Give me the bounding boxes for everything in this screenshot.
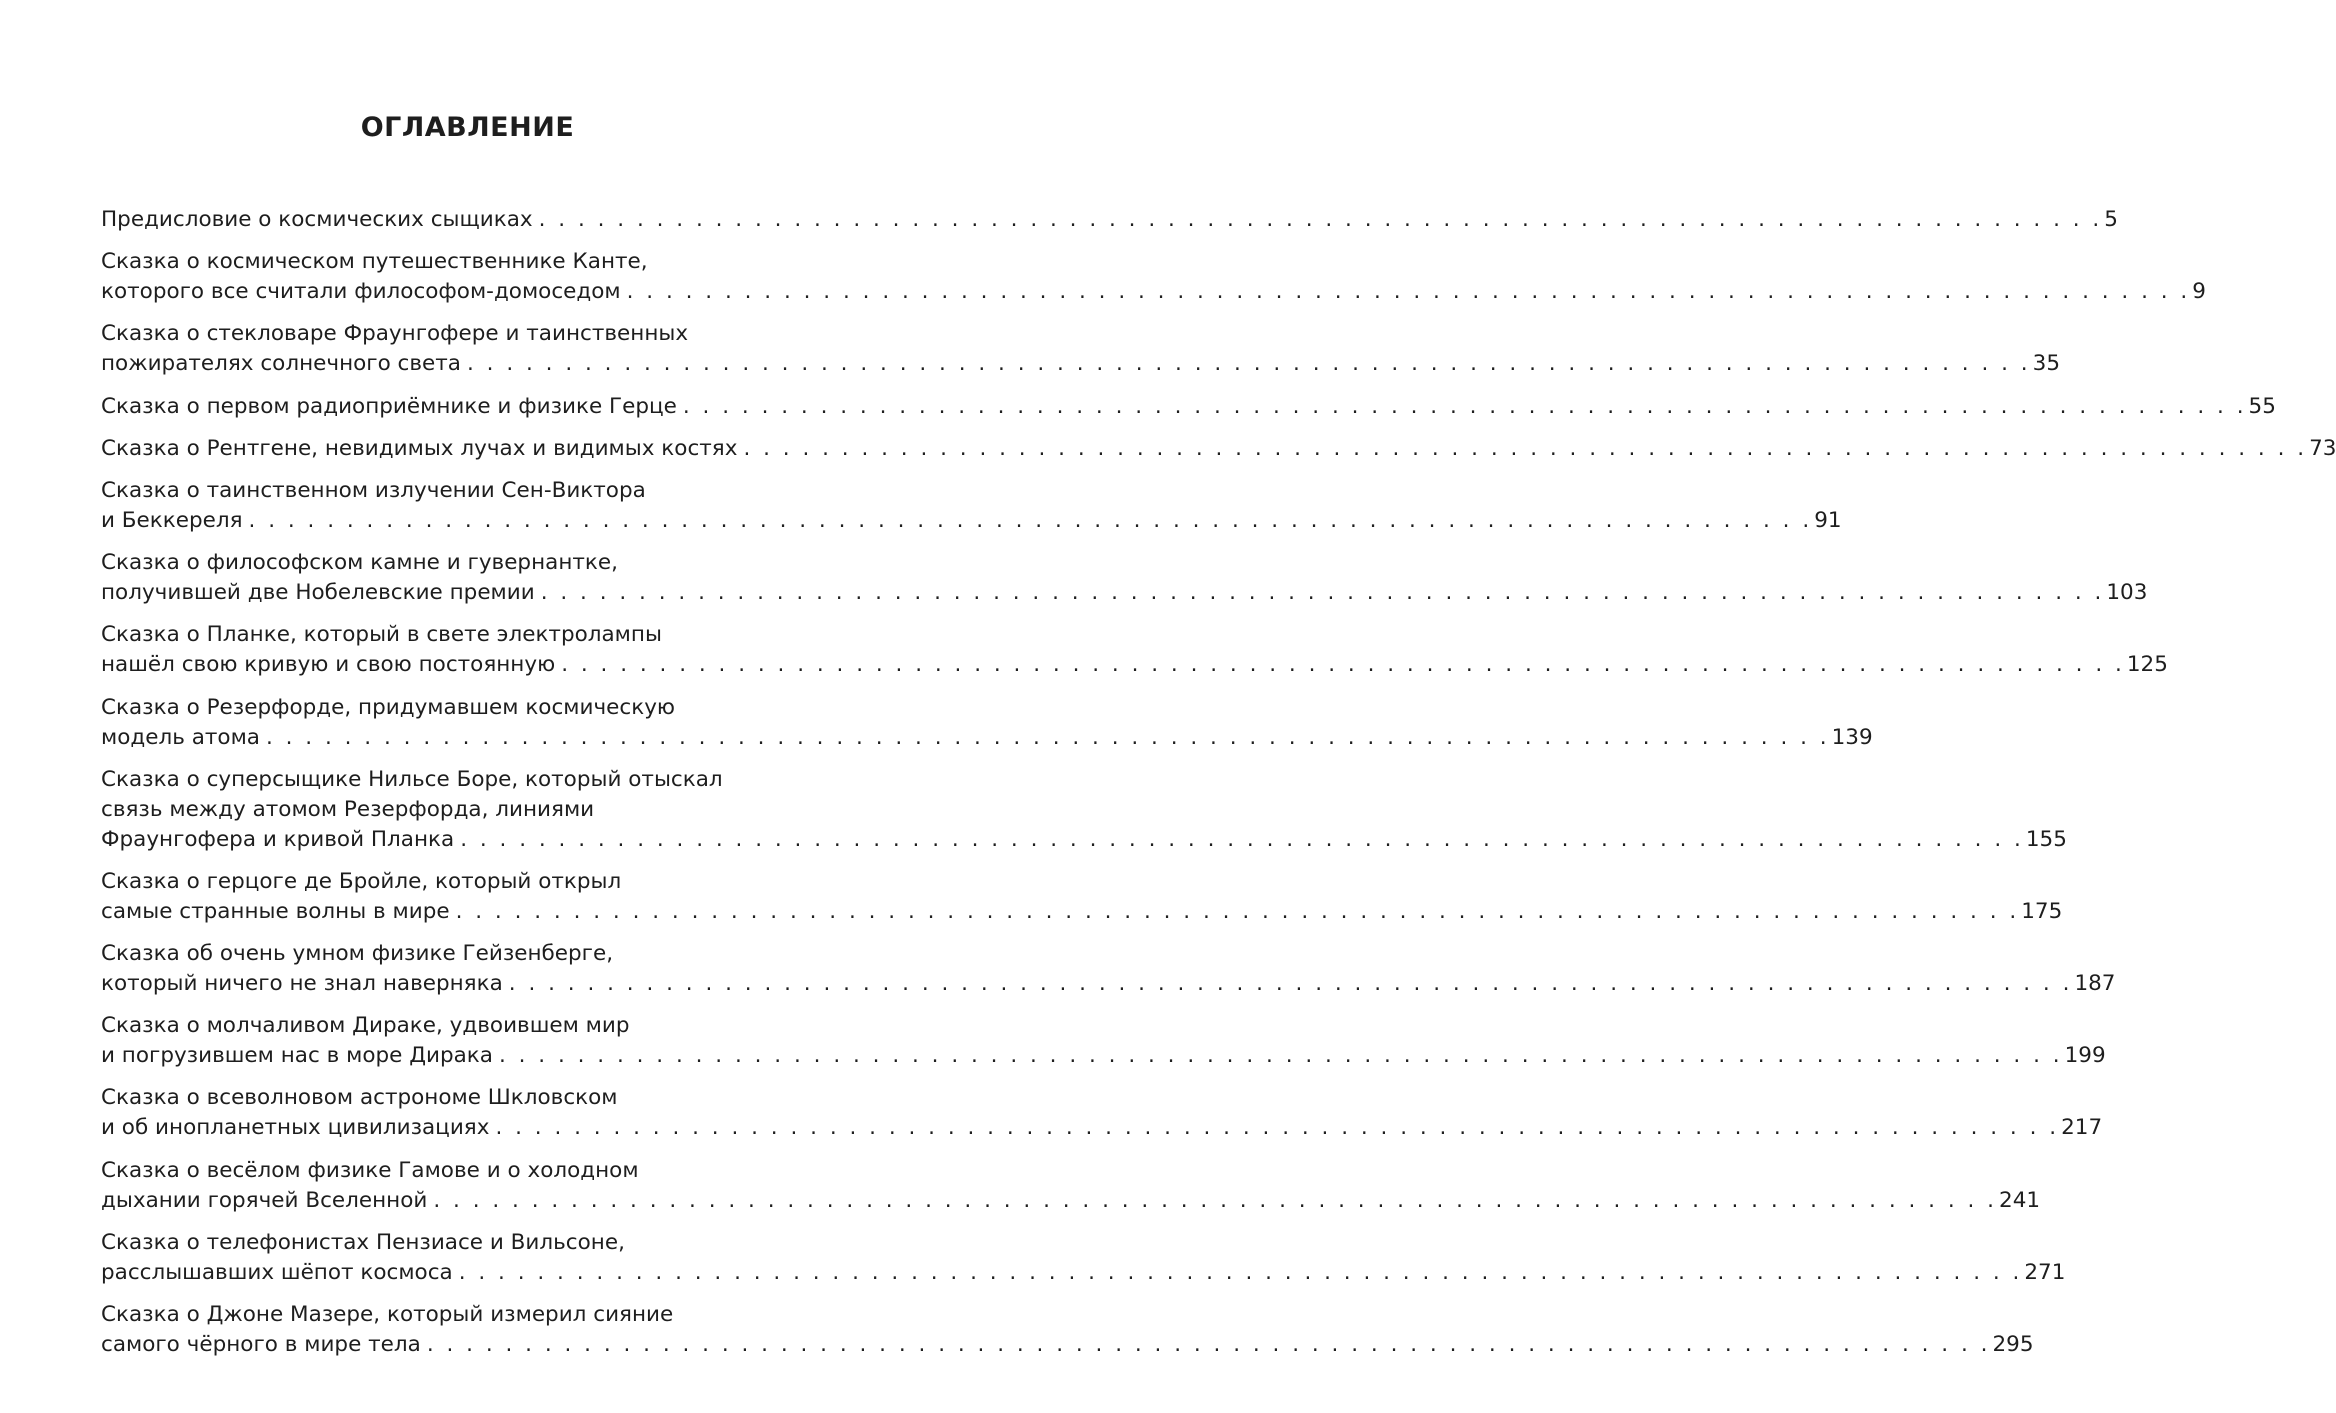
toc-entry-title-line: самые странные волны в мире bbox=[101, 898, 450, 924]
toc-entry-last-line bbox=[101, 506, 1842, 536]
toc-page-number: 125 bbox=[2126, 652, 2168, 678]
toc-entry bbox=[101, 1011, 2106, 1071]
dot-leader: . . . . . . . . . . . . . . . . . . . . . . . . . . . . . . . . . . . . . . . . . . . . . . . . . . . . . . . . . . . . . . . . . . . . . . . . . . . . . . . . bbox=[626, 279, 2191, 305]
toc-entry-last-line bbox=[101, 578, 2148, 608]
toc-entry-title-line: Сказка о Рентгене, невидимых лучах и видимых костях bbox=[101, 435, 738, 461]
toc-page-number: 187 bbox=[2074, 971, 2116, 997]
toc-entry-title-line: связь между атомом Резерфорда, линиями bbox=[101, 796, 595, 822]
toc-entry-title-line: расслышавших шёпот космоса bbox=[101, 1259, 453, 1285]
toc-page-number: 241 bbox=[1999, 1187, 2041, 1213]
dot-leader: . . . . . . . . . . . . . . . . . . . . . . . . . . . . . . . . . . . . . . . . . . . . . . . . . . . . . . . . . . . . . . . . . . . . . . . . . . . . . . . . bbox=[743, 435, 2308, 461]
toc-entry-last-line bbox=[101, 650, 2168, 680]
toc-entry-title-line: Сказка о всеволновом астрономе Шкловском bbox=[101, 1085, 618, 1111]
toc-entry-title-line: пожирателях солнечного света bbox=[101, 351, 461, 377]
toc-page-number: 5 bbox=[2104, 207, 2118, 232]
dot-leader: . . . . . . . . . . . . . . . . . . . . . . . . . . . . . . . . . . . . . . . . . . . . . . . . . . . . . . . . . . . . . . . . . . . . . . . . . . . . . . . . bbox=[248, 507, 1813, 533]
toc-entry-last-line bbox=[101, 392, 2276, 422]
toc-entry-title-line: Сказка о суперсыщике Нильсе Боре, который отыскал bbox=[101, 766, 723, 792]
toc-entry-last-line bbox=[101, 349, 2060, 379]
toc-entry-title-line: Сказка о таинственном излучении Сен-Виктора bbox=[101, 477, 646, 503]
dot-leader: . . . . . . . . . . . . . . . . . . . . . . . . . . . . . . . . . . . . . . . . . . . . . . . . . . . . . . . . . . . . . . . . . . . . . . . . . . . . . . . . bbox=[540, 580, 2105, 606]
toc-entry-title-line: самого чёрного в мире тела bbox=[101, 1332, 421, 1357]
toc-entry bbox=[101, 319, 2060, 379]
toc-page-number: 139 bbox=[1831, 724, 1873, 750]
toc-entry-last-line bbox=[101, 825, 2067, 855]
toc-entry-title-line: Сказка о телефонистах Пензиасе и Вильсоне, bbox=[101, 1229, 625, 1255]
toc-entry-title-line: который ничего не знал наверняка bbox=[101, 971, 503, 997]
toc-entry-last-line bbox=[101, 723, 1873, 753]
toc-entry-title-line: Сказка о первом радиоприёмнике и физике Герце bbox=[101, 393, 677, 419]
toc-page-number: 155 bbox=[2025, 826, 2067, 852]
toc-page-number: 199 bbox=[2064, 1043, 2106, 1069]
toc-entry-title-line: Сказка о космическом путешественнике Канте, bbox=[101, 249, 648, 275]
toc-entry-title-line: Сказка об очень умном физике Гейзенберге, bbox=[101, 941, 614, 967]
dot-leader: . . . . . . . . . . . . . . . . . . . . . . . . . . . . . . . . . . . . . . . . . . . . . . . . . . . . . . . . . . . . . . . . . . . . . . . . . . . . . . . . bbox=[561, 652, 2125, 678]
toc-entry bbox=[101, 1156, 2041, 1216]
toc-entry-last-line bbox=[101, 969, 2116, 999]
toc-page-number: 35 bbox=[2032, 351, 2060, 377]
toc-entry-last-line bbox=[101, 1186, 2041, 1216]
toc-entry-last-line bbox=[101, 1330, 2034, 1360]
toc-entry bbox=[101, 205, 2118, 235]
toc-entry-last-line bbox=[101, 897, 2063, 927]
toc-entry-last-line bbox=[101, 434, 2336, 464]
toc-entry-title-line: Фраунгофера и кривой Планка bbox=[101, 826, 455, 852]
toc-entry-title-line: Сказка о философском камне и гувернантке, bbox=[101, 550, 618, 576]
toc-entry bbox=[101, 434, 2336, 464]
toc-entry-title-line: Сказка о весёлом физике Гамове и о холодном bbox=[101, 1157, 639, 1183]
toc-entry-title-line: Сказка о Джоне Мазере, который измерил сияние bbox=[101, 1302, 674, 1327]
toc-entry-title-line: Сказка о Резерфорде, придумавшем космическую bbox=[101, 694, 676, 720]
dot-leader: . . . . . . . . . . . . . . . . . . . . . . . . . . . . . . . . . . . . . . . . . . . . . . . . . . . . . . . . . . . . . . . . . . . . . . . . . . . . . . . . bbox=[495, 1115, 2060, 1141]
toc-entry-title-line: и погрузившем нас в море Дирака bbox=[101, 1043, 493, 1069]
toc-page-number: 91 bbox=[1814, 507, 1842, 533]
table-of-contents bbox=[101, 205, 2336, 1372]
toc-entry-title-line: и об инопланетных цивилизациях bbox=[101, 1115, 490, 1141]
dot-leader: . . . . . . . . . . . . . . . . . . . . . . . . . . . . . . . . . . . . . . . . . . . . . . . . . . . . . . . . . . . . . . . . . . . . . . . . . . . . . . . . bbox=[265, 724, 1830, 750]
toc-entry-title-line: Предисловие о космических сыщиках bbox=[101, 207, 533, 232]
dot-leader: . . . . . . . . . . . . . . . . . . . . . . . . . . . . . . . . . . . . . . . . . . . . . . . . . . . . . . . . . . . . . . . . . . . . . . . . . . . . . . . . bbox=[458, 1259, 2023, 1285]
toc-entry-title-line: Сказка о стекловаре Фраунгофере и таинственных bbox=[101, 321, 689, 347]
toc-entry-last-line bbox=[101, 1041, 2106, 1071]
toc-entry bbox=[101, 247, 2206, 307]
toc-entry-last-line bbox=[101, 1113, 2103, 1143]
toc-entry bbox=[101, 939, 2116, 999]
toc-page-number: 73 bbox=[2309, 435, 2336, 461]
toc-entry bbox=[101, 548, 2148, 608]
dot-leader: . . . . . . . . . . . . . . . . . . . . . . . . . . . . . . . . . . . . . . . . . . . . . . . . . . . . . . . . . . . . . . . . . . . . . . . . . . . . . . . . bbox=[538, 207, 2103, 232]
toc-page-number: 9 bbox=[2192, 279, 2206, 305]
dot-leader: . . . . . . . . . . . . . . . . . . . . . . . . . . . . . . . . . . . . . . . . . . . . . . . . . . . . . . . . . . . . . . . . . . . . . . . . . . . . . . . . bbox=[508, 971, 2073, 997]
toc-page-number: 103 bbox=[2106, 580, 2148, 606]
toc-entry bbox=[101, 693, 1873, 753]
page-title: ОГЛАВЛЕНИЕ bbox=[360, 112, 575, 143]
toc-entry-title-line: которого все считали философом-домоседом bbox=[101, 279, 621, 305]
dot-leader: . . . . . . . . . . . . . . . . . . . . . . . . . . . . . . . . . . . . . . . . . . . . . . . . . . . . . . . . . . . . . . . . . . . . . . . . . . . . . . . . bbox=[498, 1043, 2063, 1069]
toc-entry-title-line: Сказка о молчаливом Дираке, удвоившем мир bbox=[101, 1013, 630, 1039]
toc-entry-title-line: нашёл свою кривую и свою постоянную bbox=[101, 652, 556, 678]
toc-page-number: 175 bbox=[2021, 898, 2063, 924]
toc-page-number: 217 bbox=[2061, 1115, 2103, 1141]
toc-entry-title-line: и Беккереля bbox=[101, 507, 243, 533]
toc-entry-title-line: Сказка о Планке, который в свете электролампы bbox=[101, 622, 662, 648]
dot-leader: . . . . . . . . . . . . . . . . . . . . . . . . . . . . . . . . . . . . . . . . . . . . . . . . . . . . . . . . . . . . . . . . . . . . . . . . . . . . . . . . bbox=[455, 898, 2020, 924]
toc-entry bbox=[101, 1300, 2034, 1360]
toc-entry bbox=[101, 620, 2168, 680]
toc-page-number: 55 bbox=[2248, 393, 2276, 419]
toc-page-number: 295 bbox=[1992, 1332, 2034, 1357]
toc-entry bbox=[101, 765, 2067, 855]
dot-leader: . . . . . . . . . . . . . . . . . . . . . . . . . . . . . . . . . . . . . . . . . . . . . . . . . . . . . . . . . . . . . . . . . . . . . . . . . . . . . . . . bbox=[460, 826, 2024, 852]
toc-entry bbox=[101, 867, 2063, 927]
toc-entry bbox=[101, 1228, 2066, 1288]
toc-entry-last-line bbox=[101, 277, 2206, 307]
toc-entry-last-line bbox=[101, 205, 2118, 235]
dot-leader: . . . . . . . . . . . . . . . . . . . . . . . . . . . . . . . . . . . . . . . . . . . . . . . . . . . . . . . . . . . . . . . . . . . . . . . . . . . . . . . . bbox=[682, 393, 2247, 419]
dot-leader: . . . . . . . . . . . . . . . . . . . . . . . . . . . . . . . . . . . . . . . . . . . . . . . . . . . . . . . . . . . . . . . . . . . . . . . . . . . . . . . . bbox=[426, 1332, 1991, 1357]
toc-entry bbox=[101, 392, 2276, 422]
toc-entry-title-line: дыхании горячей Вселенной bbox=[101, 1187, 428, 1213]
toc-page-number: 271 bbox=[2024, 1259, 2066, 1285]
dot-leader: . . . . . . . . . . . . . . . . . . . . . . . . . . . . . . . . . . . . . . . . . . . . . . . . . . . . . . . . . . . . . . . . . . . . . . . . . . . . . . . . bbox=[466, 351, 2031, 377]
toc-entry-last-line bbox=[101, 1258, 2066, 1288]
toc-entry bbox=[101, 1083, 2103, 1143]
toc-entry-title-line: получившей две Нобелевские премии bbox=[101, 580, 535, 606]
toc-entry-title-line: Сказка о герцоге де Бройле, который открыл bbox=[101, 868, 622, 894]
dot-leader: . . . . . . . . . . . . . . . . . . . . . . . . . . . . . . . . . . . . . . . . . . . . . . . . . . . . . . . . . . . . . . . . . . . . . . . . . . . . . . . . bbox=[433, 1187, 1998, 1213]
toc-entry-title-line: модель атома bbox=[101, 724, 260, 750]
toc-entry bbox=[101, 476, 1842, 536]
